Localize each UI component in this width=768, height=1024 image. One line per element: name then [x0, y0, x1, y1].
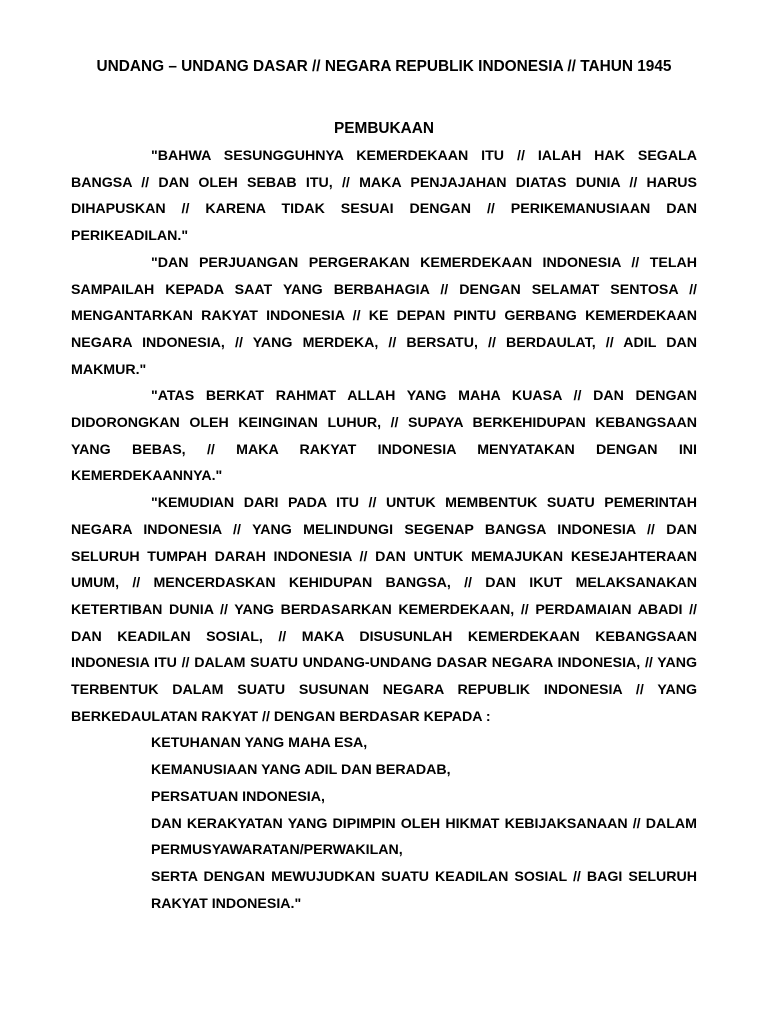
principles-list: [71, 730, 697, 917]
principle-item: SERTA DENGAN MEWUJUDKAN SUATU KEADILAN SOSIAL // BAGI SELURUH RAKYAT INDONESIA.": [151, 868, 697, 912]
principle-item: KETUHANAN YANG MAHA ESA,: [151, 735, 368, 752]
section-heading: PEMBUKAAN: [333, 120, 435, 137]
document-body: [71, 143, 697, 917]
principle-item: KEMANUSIAAN YANG ADIL DAN BERADAB,: [151, 762, 451, 779]
paragraph: "BAHWA SESUNGGUHNYA KEMERDEKAAN ITU // IALAH HAK SEGALA BANGSA // DAN OLEH SEBAB ITU, // MAKA PENJAJAHAN DIATAS DUNIA // HARUS DIHAPUSKAN // KARENA TIDAK SESUAI DENGAN // PERIKEMANUSIAAN DAN PERIKEADILAN.": [71, 148, 697, 245]
document-title: UNDANG – UNDANG DASAR // NEGARA REPUBLIK INDONESIA // TAHUN 1945: [96, 58, 672, 75]
paragraph: "KEMUDIAN DARI PADA ITU // UNTUK MEMBENTUK SUATU PEMERINTAH NEGARA INDONESIA // YANG MELINDUNGI SEGENAP BANGSA INDONESIA // DAN SELURUH TUMPAH DARAH INDONESIA // DAN UNTUK MEMAJUKAN KESEJAHTERAAN UMUM, // MENCERDASKAN KEHIDUPAN BANGSA, // DAN IKUT MELAKSANAKAN KETERTIBAN DUNIA // YANG BERDASARKAN KEMERDEKAAN, // PERDAMAIAN ABADI // DAN KEADILAN SOSIAL, // MAKA DISUSUNLAH KEMERDEKAAN KEBANGSAAN INDONESIA ITU // DALAM SUATU UNDANG-UNDANG DASAR NEGARA INDONESIA, // YANG TERBENTUK DALAM SUATU SUSUNAN NEGARA REPUBLIK INDONESIA // YANG BERKEDAULATAN RAKYAT // DENGAN BERDASAR KEPADA :: [71, 495, 697, 725]
principle-item: PERSATUAN INDONESIA,: [151, 788, 325, 805]
paragraph: "DAN PERJUANGAN PERGERAKAN KEMERDEKAAN INDONESIA // TELAH SAMPAILAH KEPADA SAAT YANG BERBAHAGIA // DENGAN SELAMAT SENTOSA // MENGANTARKAN RAKYAT INDONESIA // KE DEPAN PINTU GERBANG KEMERDEKAAN NEGARA INDONESIA, // YANG MERDEKA, // BERSATU, // BERDAULAT, // ADIL DAN MAKMUR.": [71, 254, 697, 378]
paragraph: "ATAS BERKAT RAHMAT ALLAH YANG MAHA KUASA // DAN DENGAN DIDORONGKAN OLEH KEINGINAN LUHUR, // SUPAYA BERKEHIDUPAN KEBANGSAAN YANG BEBAS, // MAKA RAKYAT INDONESIA MENYATAKAN DENGAN INI KEMERDEKAANNYA.": [71, 388, 697, 485]
principle-item: DAN KERAKYATAN YANG DIPIMPIN OLEH HIKMAT KEBIJAKSANAAN // DALAM PERMUSYAWARATAN/PERWAKILAN,: [151, 815, 697, 859]
